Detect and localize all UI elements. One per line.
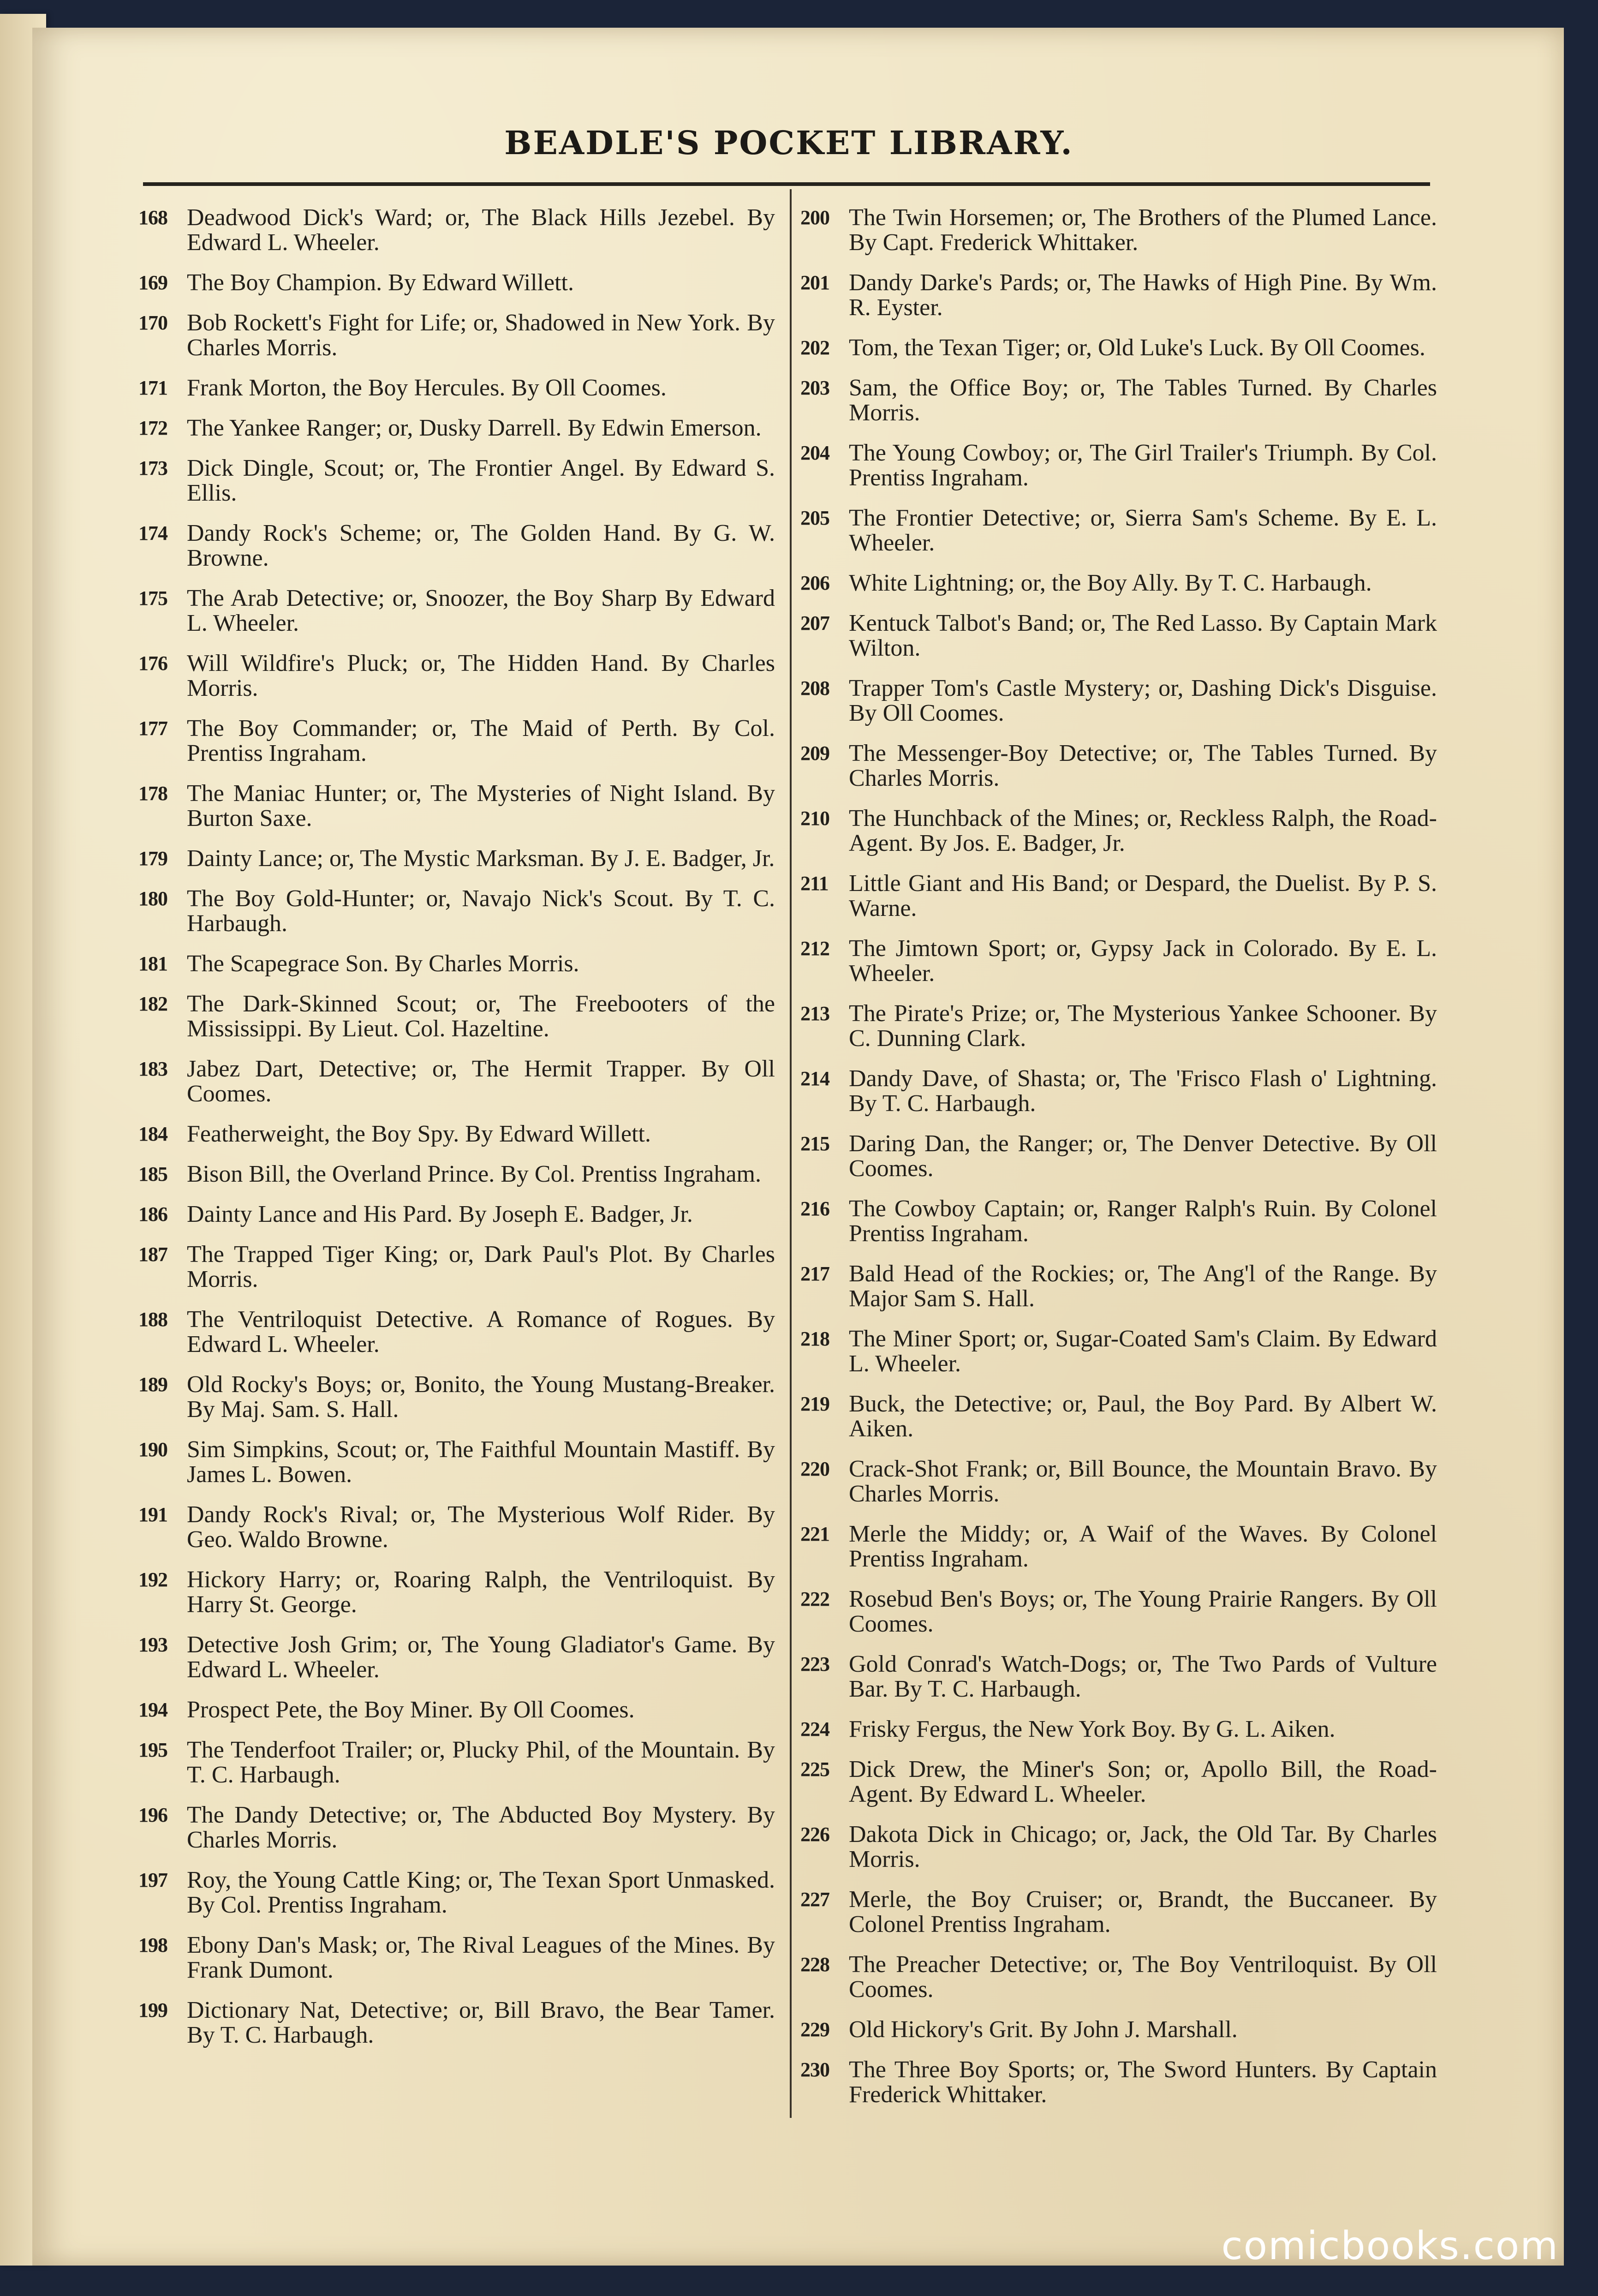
entry-number: 230	[800, 2058, 829, 2081]
entry-number: 181	[138, 952, 167, 975]
list-item	[800, 1717, 1437, 1742]
entry-number: 196	[138, 1804, 167, 1826]
entry-number: 169	[138, 271, 167, 294]
entry-number: 198	[138, 1934, 167, 1956]
list-item	[138, 1502, 775, 1552]
list-item	[800, 871, 1437, 921]
entry-number: 219	[800, 1393, 829, 1415]
list-item	[800, 936, 1437, 986]
entry-number: 191	[138, 1503, 167, 1526]
entry-number: 193	[138, 1633, 167, 1656]
entry-number: 179	[138, 847, 167, 870]
entry-number: 216	[800, 1197, 829, 1220]
entry-number: 215	[800, 1132, 829, 1155]
entry-text: Frisky Fergus, the New York Boy. By G. L. Aiken.	[849, 1716, 1336, 1742]
list-item	[138, 270, 775, 295]
list-item	[138, 376, 775, 401]
entry-text: Bison Bill, the Overland Prince. By Col. Prentiss Ingraham.	[187, 1161, 761, 1187]
entry-text: Merle, the Boy Cruiser; or, Brandt, the Buccaneer. By Colonel Prentiss Ingraham.	[849, 1886, 1437, 1937]
entry-text: The Ventriloquist Detective. A Romance of Rogues. By Edward L. Wheeler.	[187, 1306, 775, 1357]
list-item	[800, 1652, 1437, 1702]
entry-text: Daring Dan, the Ranger; or, The Denver Detective. By Oll Coomes.	[849, 1130, 1437, 1182]
list-item	[800, 441, 1437, 490]
list-item	[800, 611, 1437, 661]
list-item	[800, 376, 1437, 425]
list-item	[138, 1162, 775, 1187]
entry-text: Dandy Rock's Rival; or, The Mysterious Wolf Rider. By Geo. Waldo Browne.	[187, 1501, 775, 1553]
list-item	[800, 2057, 1437, 2107]
column-divider	[790, 189, 792, 2118]
entry-text: Deadwood Dick's Ward; or, The Black Hills Jezebel. By Edward L. Wheeler.	[187, 204, 775, 256]
entry-number: 224	[800, 1718, 829, 1740]
entry-number: 199	[138, 1999, 167, 2021]
entry-text: Merle the Middy; or, A Waif of the Waves. By Colonel Prentiss Ingraham.	[849, 1521, 1437, 1572]
entry-text: Dick Drew, the Miner's Son; or, Apollo Bill, the Road-Agent. By Edward L. Wheeler.	[849, 1756, 1437, 1807]
entry-number: 223	[800, 1653, 829, 1675]
list-item	[800, 1887, 1437, 1937]
entry-text: Dandy Rock's Scheme; or, The Golden Hand. By G. W. Browne.	[187, 520, 775, 571]
entry-text: Gold Conrad's Watch-Dogs; or, The Two Pards of Vulture Bar. By T. C. Harbaugh.	[849, 1651, 1437, 1702]
entry-text: Kentuck Talbot's Band; or, The Red Lasso. By Captain Mark Wilton.	[849, 610, 1437, 661]
entry-number: 177	[138, 717, 167, 740]
entry-text: The Hunchback of the Mines; or, Reckless Ralph, the Road-Agent. By Jos. E. Badger, Jr.	[849, 805, 1437, 856]
entry-number: 204	[800, 442, 829, 464]
list-item	[800, 1001, 1437, 1051]
entry-number: 229	[800, 2018, 829, 2041]
entry-text: Little Giant and His Band; or Despard, the Duelist. By P. S. Warne.	[849, 870, 1437, 921]
entry-text: The Frontier Detective; or, Sierra Sam's Scheme. By E. L. Wheeler.	[849, 505, 1437, 556]
list-item	[800, 1522, 1437, 1572]
entry-number: 183	[138, 1058, 167, 1080]
entry-number: 212	[800, 937, 829, 960]
list-item	[800, 1952, 1437, 2002]
entry-text: The Preacher Detective; or, The Boy Ventriloquist. By Oll Coomes.	[849, 1951, 1437, 2003]
list-item	[800, 1392, 1437, 1441]
list-item	[800, 270, 1437, 320]
list-item	[138, 1998, 775, 2048]
list-item	[800, 205, 1437, 255]
entry-text: Frank Morton, the Boy Hercules. By Oll Coomes.	[187, 375, 667, 401]
list-item	[138, 886, 775, 936]
list-item	[138, 1632, 775, 1682]
list-item	[138, 1698, 775, 1722]
entry-number: 221	[800, 1523, 829, 1545]
entry-number: 192	[138, 1568, 167, 1591]
entry-number: 201	[800, 271, 829, 294]
list-item	[138, 1437, 775, 1487]
entry-number: 187	[138, 1243, 167, 1266]
entry-text: Featherweight, the Boy Spy. By Edward Willett.	[187, 1121, 651, 1147]
page-title: BEADLE'S POCKET LIBRARY.	[504, 124, 1073, 162]
entry-text: Sim Simpkins, Scout; or, The Faithful Mountain Mastiff. By James L. Bowen.	[187, 1436, 775, 1488]
entry-text: Old Rocky's Boys; or, Bonito, the Young Mustang-Breaker. By Maj. Sam. S. Hall.	[187, 1371, 775, 1423]
entry-text: Jabez Dart, Detective; or, The Hermit Trapper. By Oll Coomes.	[187, 1056, 775, 1107]
entry-text: The Arab Detective; or, Snoozer, the Boy Sharp By Edward L. Wheeler.	[187, 585, 775, 636]
entry-number: 182	[138, 993, 167, 1015]
entry-number: 228	[800, 1953, 829, 1976]
entry-text: The Boy Commander; or, The Maid of Perth. By Col. Prentiss Ingraham.	[187, 715, 775, 766]
entry-text: Rosebud Ben's Boys; or, The Young Prairie Rangers. By Oll Coomes.	[849, 1586, 1437, 1637]
entry-number: 202	[800, 336, 829, 359]
entry-text: The Miner Sport; or, Sugar-Coated Sam's Claim. By Edward L. Wheeler.	[849, 1326, 1437, 1377]
entry-number: 211	[800, 872, 829, 895]
entry-number: 185	[138, 1163, 167, 1185]
list-item	[138, 311, 775, 360]
entry-text: Dakota Dick in Chicago; or, Jack, the Old Tar. By Charles Morris.	[849, 1821, 1437, 1872]
list-item	[138, 1803, 775, 1853]
list-item	[138, 1567, 775, 1617]
entry-number: 176	[138, 652, 167, 675]
entry-number: 170	[138, 311, 167, 334]
entry-text: The Twin Horsemen; or, The Brothers of the Plumed Lance. By Capt. Frederick Whittaker.	[849, 204, 1437, 256]
list-item	[138, 1307, 775, 1357]
watermark-logo: comicbooks.com	[1221, 2223, 1559, 2268]
entry-number: 194	[138, 1698, 167, 1721]
entry-text: Dandy Dave, of Shasta; or, The 'Frisco Flash o' Lightning. By T. C. Harbaugh.	[849, 1065, 1437, 1117]
entry-text: Tom, the Texan Tiger; or, Old Luke's Luck. By Oll Coomes.	[849, 335, 1425, 361]
entry-number: 205	[800, 507, 829, 529]
list-item	[800, 1196, 1437, 1246]
entry-text: Hickory Harry; or, Roaring Ralph, the Ventriloquist. By Harry St. George.	[187, 1567, 775, 1618]
entry-number: 175	[138, 587, 167, 610]
entry-number: 227	[800, 1888, 829, 1911]
entry-number: 222	[800, 1588, 829, 1610]
entry-text: The Trapped Tiger King; or, Dark Paul's Plot. By Charles Morris.	[187, 1241, 775, 1292]
entry-number: 214	[800, 1067, 829, 1090]
entry-text: The Boy Gold-Hunter; or, Navajo Nick's Scout. By T. C. Harbaugh.	[187, 885, 775, 937]
list-item	[138, 951, 775, 976]
list-item	[138, 716, 775, 766]
list-item	[800, 1587, 1437, 1637]
list-item	[138, 1868, 775, 1918]
entry-number: 210	[800, 807, 829, 830]
entry-number: 218	[800, 1327, 829, 1350]
entry-text: Old Hickory's Grit. By John J. Marshall.	[849, 2016, 1238, 2043]
list-item	[138, 416, 775, 441]
list-item	[138, 1242, 775, 1292]
entry-number: 188	[138, 1308, 167, 1331]
entry-text: Dandy Darke's Pards; or, The Hawks of High Pine. By Wm. R. Eyster.	[849, 269, 1437, 321]
list-item	[800, 741, 1437, 791]
entry-text: The Jimtown Sport; or, Gypsy Jack in Colorado. By E. L. Wheeler.	[849, 935, 1437, 987]
entry-number: 213	[800, 1002, 829, 1025]
entry-text: Dick Dingle, Scout; or, The Frontier Angel. By Edward S. Ellis.	[187, 455, 775, 506]
entry-text: Dainty Lance and His Pard. By Joseph E. Badger, Jr.	[187, 1201, 693, 1227]
entry-number: 206	[800, 572, 829, 594]
entry-number: 184	[138, 1123, 167, 1145]
entry-text: The Dark-Skinned Scout; or, The Freebooters of the Mississippi. By Lieut. Col. Hazeltine.	[187, 991, 775, 1042]
entry-number: 226	[800, 1823, 829, 1846]
entry-number: 171	[138, 377, 167, 399]
list-item	[800, 571, 1437, 596]
left-column	[138, 205, 775, 2063]
entry-text: The Scapegrace Son. By Charles Morris.	[187, 951, 579, 977]
entry-number: 195	[138, 1739, 167, 1761]
entry-text: The Cowboy Captain; or, Ranger Ralph's Ruin. By Colonel Prentiss Ingraham.	[849, 1196, 1437, 1247]
entry-text: Prospect Pete, the Boy Miner. By Oll Coomes.	[187, 1697, 635, 1723]
entry-text: Bob Rockett's Fight for Life; or, Shadowed in New York. By Charles Morris.	[187, 310, 775, 361]
entry-number: 168	[138, 206, 167, 229]
entry-number: 200	[800, 206, 829, 229]
entry-number: 189	[138, 1373, 167, 1396]
list-item	[138, 1372, 775, 1422]
list-item	[800, 335, 1437, 360]
list-item	[800, 2017, 1437, 2042]
entry-number: 173	[138, 457, 167, 479]
entry-number: 225	[800, 1758, 829, 1781]
list-item	[800, 676, 1437, 726]
list-item	[138, 521, 775, 571]
entry-number: 220	[800, 1458, 829, 1480]
entry-text: The Messenger-Boy Detective; or, The Tables Turned. By Charles Morris.	[849, 740, 1437, 791]
list-item	[138, 781, 775, 831]
entry-number: 209	[800, 742, 829, 765]
list-item	[800, 506, 1437, 556]
entry-text: The Three Boy Sports; or, The Sword Hunters. By Captain Frederick Whittaker.	[849, 2057, 1437, 2108]
entry-text: The Boy Champion. By Edward Willett.	[187, 269, 574, 296]
entry-text: Dainty Lance; or, The Mystic Marksman. By J. E. Badger, Jr.	[187, 845, 775, 872]
list-item	[138, 1057, 775, 1106]
list-item	[800, 1757, 1437, 1807]
list-item	[138, 205, 775, 255]
list-item	[138, 1933, 775, 1983]
list-item	[800, 1262, 1437, 1311]
entry-text: The Maniac Hunter; or, The Mysteries of Night Island. By Burton Saxe.	[187, 780, 775, 831]
list-item	[138, 846, 775, 871]
list-item	[138, 1122, 775, 1147]
entry-text: Roy, the Young Cattle King; or, The Texan Sport Unmasked. By Col. Prentiss Ingraham.	[187, 1867, 775, 1918]
entry-number: 180	[138, 887, 167, 910]
entry-text: White Lightning; or, the Boy Ally. By T. C. Harbaugh.	[849, 570, 1372, 596]
list-item	[138, 456, 775, 506]
entry-text: Crack-Shot Frank; or, Bill Bounce, the Mountain Bravo. By Charles Morris.	[849, 1456, 1437, 1507]
entry-text: Will Wildfire's Pluck; or, The Hidden Hand. By Charles Morris.	[187, 650, 775, 701]
entry-number: 208	[800, 677, 829, 700]
list-item	[138, 1202, 775, 1227]
list-item	[138, 651, 775, 701]
entry-text: Detective Josh Grim; or, The Young Gladiator's Game. By Edward L. Wheeler.	[187, 1632, 775, 1683]
entry-number: 190	[138, 1438, 167, 1461]
list-item	[800, 1131, 1437, 1181]
list-item	[800, 1327, 1437, 1376]
list-item	[800, 1066, 1437, 1116]
entry-number: 207	[800, 612, 829, 634]
list-item	[138, 586, 775, 636]
entry-text: Bald Head of the Rockies; or, The Ang'l of the Range. By Major Sam S. Hall.	[849, 1261, 1437, 1312]
header-rule	[143, 182, 1430, 186]
entry-text: Ebony Dan's Mask; or, The Rival Leagues of the Mines. By Frank Dumont.	[187, 1932, 775, 1983]
list-item	[138, 1738, 775, 1788]
right-column	[800, 205, 1437, 2123]
entry-number: 203	[800, 377, 829, 399]
entry-text: The Tenderfoot Trailer; or, Plucky Phil, of the Mountain. By T. C. Harbaugh.	[187, 1737, 775, 1788]
list-item	[800, 1822, 1437, 1872]
entry-text: Buck, the Detective; or, Paul, the Boy Pard. By Albert W. Aiken.	[849, 1391, 1437, 1442]
entry-text: The Dandy Detective; or, The Abducted Boy Mystery. By Charles Morris.	[187, 1802, 775, 1853]
entry-text: The Young Cowboy; or, The Girl Trailer's Triumph. By Col. Prentiss Ingraham.	[849, 440, 1437, 491]
entry-text: The Pirate's Prize; or, The Mysterious Yankee Schooner. By C. Dunning Clark.	[849, 1000, 1437, 1052]
entry-text: Sam, the Office Boy; or, The Tables Turned. By Charles Morris.	[849, 375, 1437, 426]
entry-text: Dictionary Nat, Detective; or, Bill Bravo, the Bear Tamer. By T. C. Harbaugh.	[187, 1997, 775, 2048]
entry-number: 186	[138, 1203, 167, 1226]
entry-number: 217	[800, 1262, 829, 1285]
entry-text: Trapper Tom's Castle Mystery; or, Dashing Dick's Disguise. By Oll Coomes.	[849, 675, 1437, 726]
list-item	[800, 806, 1437, 856]
entry-number: 197	[138, 1869, 167, 1891]
entry-number: 172	[138, 417, 167, 439]
entry-number: 174	[138, 522, 167, 544]
list-item	[800, 1457, 1437, 1507]
entry-number: 178	[138, 782, 167, 805]
entry-text: The Yankee Ranger; or, Dusky Darrell. By Edwin Emerson.	[187, 415, 762, 441]
list-item	[138, 992, 775, 1041]
